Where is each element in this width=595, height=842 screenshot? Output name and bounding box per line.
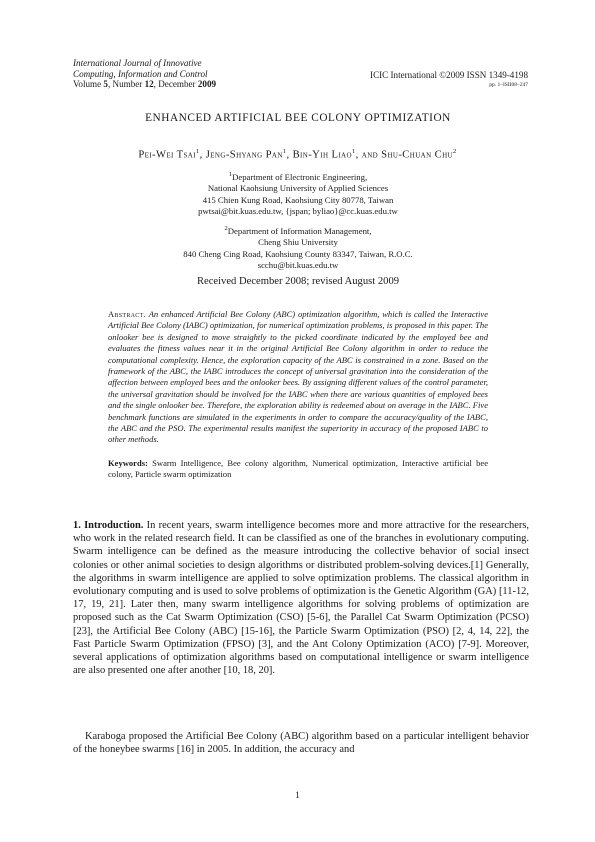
abstract-text: An enhanced Artificial Bee Colony (ABC) optimization algorithm, which is called the Interactive Artificial Bee Colony (IABC) optimization, for numerical optimization problems, is proposed in this paper. The onlooker bee is designed to move straightly to the picked coordinate indicated by the employed bee and evaluates the fitness values near it in the original Artificial Bee Colony algorithm in order to reduce the computational complexity. Hence, the exploration capacity of the ABC is constrained in a zone. Based on the framework of the ABC, the IABC introduces the concept of universal gravitation into the consideration of the affection between employed bees and the onlooker bees. By assigning different values of the control parameter, the universal gravitation should be involved for the IABC when there are various quantities of employed bees and the single onlooker bee. Therefore, the exploration ability is redeemed about on average in the IABC. Five benchmark functions are simulated in the experiments in order to compare the accuracy/quality of the IABC, the ABC and the PSO. The experimental results manifest the superiority in accuracy of the proposed IABC to other methods. xyxy=(108,309,488,445)
journal-header xyxy=(73,58,303,90)
affiliation-line: Department of Information Management, xyxy=(227,225,372,236)
author-name: Pei-Wei Tsai xyxy=(138,149,196,161)
keywords-label: Keywords: xyxy=(108,458,148,468)
affiliation-1 xyxy=(60,169,536,218)
affiliation-2 xyxy=(60,223,536,272)
author-name: Jeng-Shyang Pan xyxy=(205,149,283,161)
affiliation-line: Department of Electronic Engineering, xyxy=(232,171,368,182)
author-name: Bin-Yih Liao xyxy=(292,149,352,161)
affiliation-line: 415 Chien Kung Road, Kaohsiung City 80778, Taiwan xyxy=(202,194,394,205)
author-list: Pei-Wei Tsai$^1$, Jeng-Shyang Pan$^1$, Bin-Yih Liao$^1$, and Shu-Chuan Chu$^2$ xyxy=(138,148,457,161)
abstract xyxy=(108,309,488,446)
author-affiliation-mark: 1 xyxy=(195,148,200,155)
journal-name-line2: Computing, Information and Control xyxy=(73,68,208,79)
publisher-header xyxy=(300,70,528,89)
affiliation-email: pwtsai@bit.kuas.edu.tw, {jspan; byliao}@cc.kuas.edu.tw xyxy=(198,206,398,217)
introduction-section xyxy=(73,519,529,677)
author-affiliation-mark: 2 xyxy=(453,148,457,155)
section-heading: 1. Introduction. xyxy=(73,520,144,531)
introduction-paragraph-2: Karaboga proposed the Artificial Bee Colony (ABC) algorithm based on a particular intelligent behavior of the honeybee swarms [16] in 2005. In addition, the accuracy and xyxy=(73,731,529,756)
journal-name-line1: International Journal of Innovative xyxy=(73,58,202,68)
introduction-paragraph: In recent years, swarm intelligence becomes more and more attractive for the researchers, who work in the related research field. It can be classified as one of the branches in evolutionary computing. Swarm intelligence can be defined as the measure introducing the collective behavior of social insect colonies or other animal societies to design algorithms or distributed problem-solving devices.[1] Generally, the algorithms in swarm intelligence are applied to solve optimization problems. The classical algorithm in evolutionary computing and is used to solve problems of optimization is the Genetic Algorithm (GA) [11-12, 17, 19, 21]. Later then, many swarm intelligence algorithms for solving problems of optimization are proposed such as the Cat Swarm Optimization (CSO) [5-6], the Parallel Cat Swarm Optimization (PCSO) [23], the Artificial Bee Colony (ABC) [15-16], the Particle Swarm Optimization (PSO) [2, 4, 14, 22], the Fast Particle Swarm Optimization (FPSO) [3], and the Ant Colony Optimization (ACO) [7-9]. Moreover, several applications of optimization algorithms based on computational intelligence or swarm intelligence are also presented one after another [10, 18, 20]. xyxy=(73,520,529,677)
author-name: Shu-Chuan Chu xyxy=(381,149,453,161)
author-affiliation-mark: 1 xyxy=(351,148,356,155)
affiliation-email: scchu@bit.kuas.edu.tw xyxy=(257,260,339,271)
abstract-label: Abstract. xyxy=(108,309,147,319)
affiliation-mark: 1 xyxy=(228,171,233,178)
publisher-issn: ICIC International ©2009 ISSN 1349-4198 xyxy=(370,70,528,80)
keywords xyxy=(108,458,488,480)
received-dates: Received December 2008; revised August 2009 xyxy=(196,276,400,287)
author-affiliation-mark: 1 xyxy=(282,148,287,155)
page-number: 1 xyxy=(295,790,300,800)
affiliation-line: 840 Cheng Cing Road, Kaohsiung County 83347, Taiwan, R.O.C. xyxy=(183,248,413,259)
volume-line: Volume 5, Number 12, December 2009 xyxy=(73,79,217,90)
paper-title: ENHANCED ARTIFICIAL BEE COLONY OPTIMIZATION xyxy=(145,112,451,124)
keywords-text: Swarm Intelligence, Bee colony algorithm, Numerical optimization, Interactive artificial bee colony, Particle swarm optimization xyxy=(108,458,488,480)
affiliation-line: Cheng Shiu University xyxy=(258,237,338,248)
page-range: pp. 1–ISII08–247 xyxy=(489,81,528,88)
affiliation-mark: 2 xyxy=(224,225,228,232)
affiliation-line: National Kaohsiung University of Applied Sciences xyxy=(207,183,389,194)
